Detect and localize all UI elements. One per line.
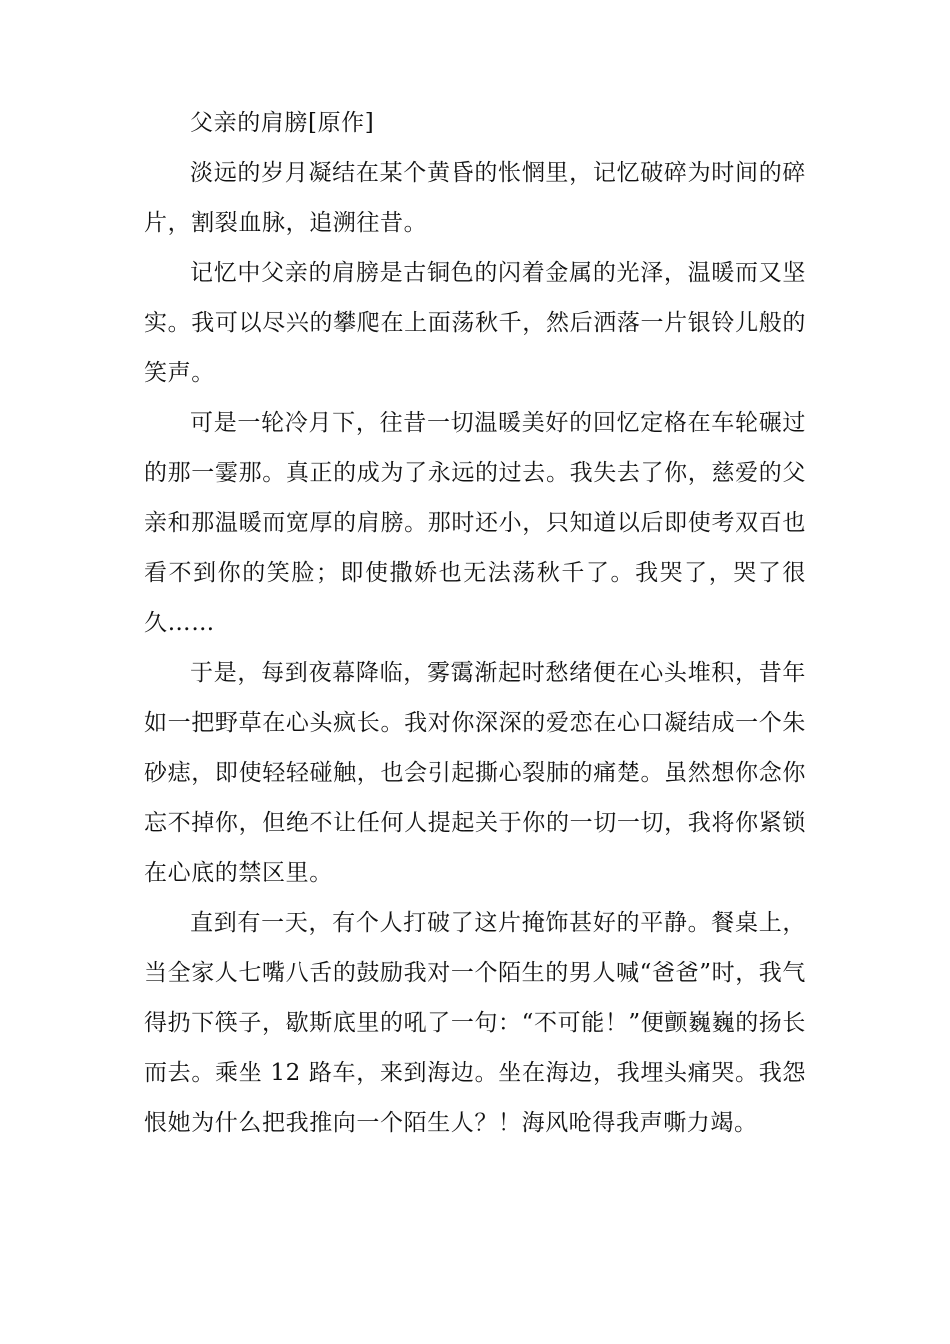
paragraph-1: 淡远的岁月凝结在某个黄昏的怅惘里，记忆破碎为时间的碎片，割裂血脉，追溯往昔。	[144, 160, 806, 236]
article-body	[144, 98, 806, 1148]
article-title: 父亲的肩膀[原作]	[190, 110, 375, 136]
paragraph-2: 记忆中父亲的肩膀是古铜色的闪着金属的光泽，温暖而又坚实。我可以尽兴的攀爬在上面荡秋千，然后洒落一片银铃儿般的笑声。	[144, 260, 806, 386]
paragraph-4: 于是，每到夜幕降临，雾霭渐起时愁绪便在心头堆积，昔年如一把野草在心头疯长。我对你深深的爱恋在心口凝结成一个朱砂痣，即使轻轻碰触，也会引起撕心裂肺的痛楚。虽然想你念你忘不掉你，但绝不让任何人提起关于你的一切一切，我将你紧锁在心底的禁区里。	[144, 660, 806, 886]
paragraph-3: 可是一轮冷月下，往昔一切温暖美好的回忆定格在车轮碾过的那一霎那。真正的成为了永远的过去。我失去了你，慈爱的父亲和那温暖而宽厚的肩膀。那时还小，只知道以后即使考双百也看不到你的笑脸；即使撒娇也无法荡秋千了。我哭了，哭了很久……	[144, 410, 806, 636]
paragraph-5: 直到有一天，有个人打破了这片掩饰甚好的平静。餐桌上，当全家人七嘴八舌的鼓励我对一个陌生的男人喊“爸爸”时，我气得扔下筷子，歇斯底里的吼了一句：“不可能！”便颤巍巍的扬长而去。乘坐 12 路车，来到海边。坐在海边，我埋头痛哭。我怨恨她为什么把我推向一个陌生人？！海风呛得我声嘶力竭。	[144, 910, 806, 1136]
